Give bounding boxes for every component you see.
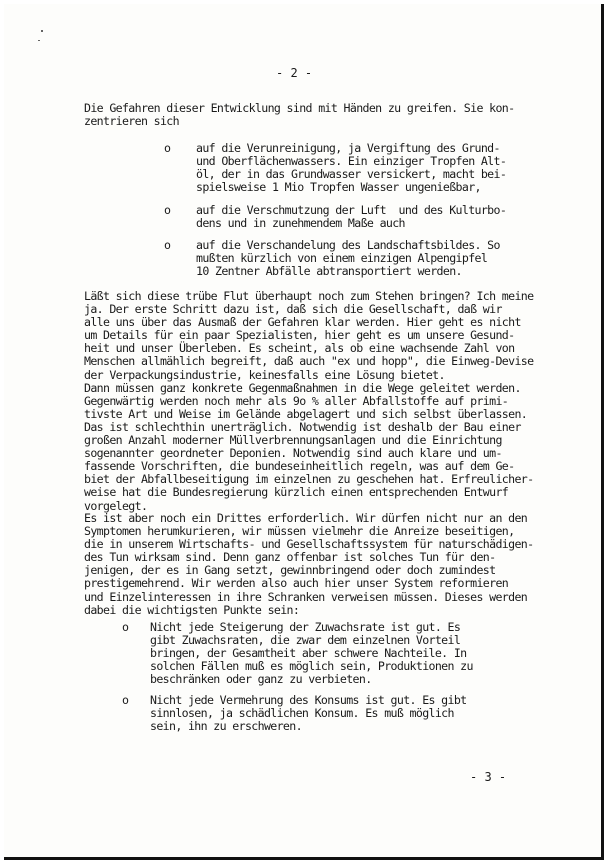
text-line: öl, der in das Grundwasser versickert, macht bei- xyxy=(196,167,507,182)
bullet-item xyxy=(196,239,500,278)
intro-paragraph xyxy=(84,102,514,128)
text-line: Nicht jede Vermehrung des Konsums ist gut. Es gibt xyxy=(150,693,467,707)
bullet-marker: o xyxy=(164,141,171,155)
bullet-item xyxy=(150,694,467,733)
text-line: prestigemehrend. Wir werden also auch hier unser System reformieren xyxy=(84,576,509,591)
text-line: und Oberflächenwassers. Ein einziger Tropfen Alt- xyxy=(196,154,507,169)
text-line: tivste Art und Weise im Gelände abgelagert und sich selbst überlassen. xyxy=(84,406,528,421)
text-line: beschränken oder ganz zu verbieten. xyxy=(150,672,372,687)
scan-speck xyxy=(38,40,40,41)
bullet-marker: o xyxy=(122,620,129,634)
text-line: Es ist aber noch ein Drittes erforderlich. Wir dürfen nicht nur an den xyxy=(84,511,528,525)
page-number-header: - 2 - xyxy=(276,66,313,80)
bullet-item xyxy=(150,621,473,686)
text-line: auf die Verschmutzung der Luft und des Kulturbo- xyxy=(196,203,507,217)
bullet-marker: o xyxy=(122,693,129,707)
text-line: bringen, der Gesamtheit aber schwere Nachteile. In xyxy=(150,646,467,661)
text-line: weise hat die Bundesregierung kürzlich einen entsprechenden Entwurf xyxy=(84,485,509,500)
text-line: 10 Zentner Abfälle abtransportiert werden. xyxy=(196,264,462,279)
text-line: sinnlosen, ja schädlichen Konsum. Es muß möglich xyxy=(150,706,454,721)
text-line: Menschen allmählich begreift, daß auch "ex und hopp", die Einweg-Devise xyxy=(84,354,534,369)
text-line: und Einzelinteressen in ihre Schranken verweisen müssen. Dieses werden xyxy=(84,589,528,604)
text-line: biet der Abfallbeseitigung im einzelnen zu geschehen hat. Erfreulicher- xyxy=(84,472,534,487)
paragraph-flut xyxy=(84,290,533,513)
text-line: alle uns über das Ausmaß der Gefahren klar werden. Hier geht es nicht xyxy=(84,315,521,330)
text-line: zentrieren sich xyxy=(84,114,179,129)
text-line: Nicht jede Steigerung der Zuwachsrate ist gut. Es xyxy=(150,620,461,634)
bullet-item xyxy=(196,204,506,230)
paragraph-drittes xyxy=(84,512,533,617)
bullet-marker: o xyxy=(164,203,171,217)
text-line: jenigen, der es in Gang setzt, gewinnbringend oder doch zumindest xyxy=(84,563,496,578)
text-line: spielsweise 1 Mio Tropfen Wasser ungenießbar, xyxy=(196,180,481,195)
page-number-footer: - 3 - xyxy=(470,770,507,784)
text-line: Gegenwärtig werden noch mehr als 9o % aller Abfallstoffe auf primi- xyxy=(84,393,509,408)
bullet-item xyxy=(196,142,506,194)
text-line: vorgelegt. xyxy=(84,498,148,513)
text-line: Symptomen herumkurieren, wir müssen vielmehr die Anreize beseitigen, xyxy=(84,524,515,539)
text-line: Die Gefahren dieser Entwicklung sind mit Händen zu greifen. Sie kon- xyxy=(84,101,515,115)
text-line: Läßt sich diese trübe Flut überhaupt noch zum Stehen bringen? Ich meine xyxy=(84,289,534,303)
document-page xyxy=(4,4,604,860)
bullet-marker: o xyxy=(164,238,171,252)
text-line: sein, ihn zu erschweren. xyxy=(150,719,302,734)
text-line: des Tun wirksam sind. Denn ganz offenbar ist solches Tun für den- xyxy=(84,550,496,565)
text-line: um Details für ein paar Spezialisten, hier geht es um unsere Gesund- xyxy=(84,328,515,343)
scan-speck xyxy=(41,30,43,32)
text-line: auf die Verunreinigung, ja Vergiftung des Grund- xyxy=(196,141,500,155)
text-line: der Verpackungsindustrie, keinesfalls eine Lösung bietet. xyxy=(84,367,445,382)
text-line: solchen Fällen muß es möglich sein, Produktionen zu xyxy=(150,659,473,674)
text-line: großen Anzahl moderner Müllverbrennungsanlagen und die Einrichtung xyxy=(84,433,502,448)
text-line: heit und unser Überleben. Es scheint, als ob eine wachsende Zahl von xyxy=(84,341,515,356)
text-line: sogenannter geordneter Deponien. Notwendig sind auch klare und um- xyxy=(84,446,502,461)
text-line: Dann müssen ganz konkrete Gegenmaßnahmen in die Wege geleitet werden. xyxy=(84,380,521,395)
text-line: fassende Vorschriften, die bundeseinheitlich regeln, was auf dem Ge- xyxy=(84,459,515,474)
text-line: dens und in zunehmendem Maße auch xyxy=(196,216,405,231)
text-line: dabei die wichtigsten Punkte sein: xyxy=(84,602,300,617)
text-line: gibt Zuwachsraten, die zwar dem einzelnen Vorteil xyxy=(150,633,461,648)
text-line: Das ist schlechthin unerträglich. Notwendig ist deshalb der Bau einer xyxy=(84,419,521,434)
text-line: ja. Der erste Schritt dazu ist, daß sich die Gesellschaft, daß wir xyxy=(84,302,502,317)
text-line: die in unserem Wirtschafts- und Gesellschaftssystem für naturschädigen- xyxy=(84,537,534,552)
text-line: mußten kürzlich von einem einzigen Alpengipfel xyxy=(196,251,488,266)
text-line: auf die Verschandelung des Landschaftsbildes. So xyxy=(196,238,500,252)
